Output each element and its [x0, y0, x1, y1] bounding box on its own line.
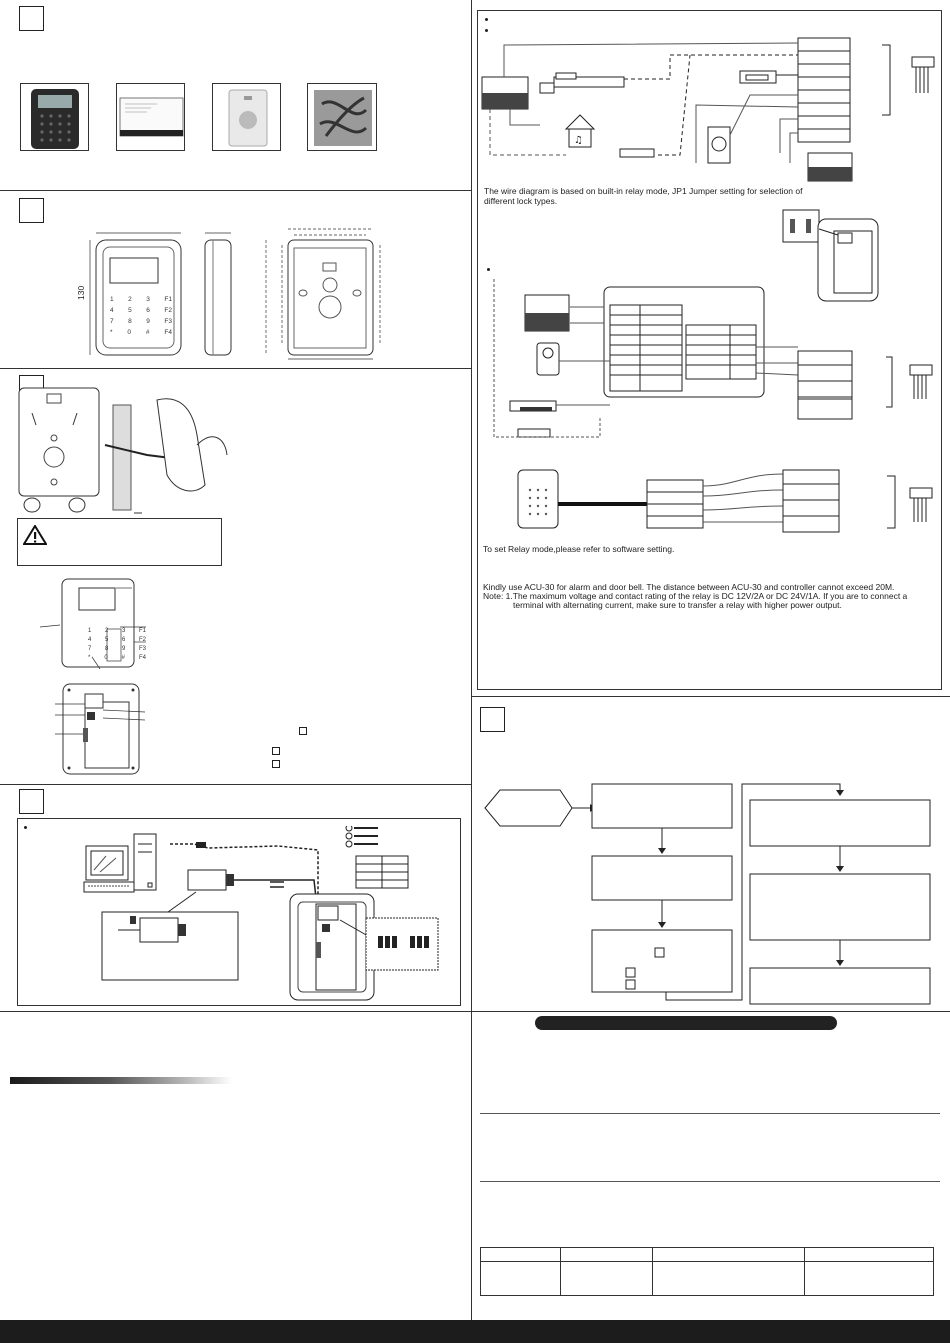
spec-table: [480, 1247, 934, 1296]
height-dimension-label: 130: [76, 285, 86, 300]
key: F4: [164, 329, 172, 336]
table-row: [481, 1248, 934, 1262]
table-row: [481, 1262, 934, 1296]
front-keypad: [110, 296, 172, 336]
checkbox-square: [272, 747, 280, 755]
key: 1: [110, 296, 114, 303]
key: F3: [164, 318, 172, 325]
key: 4: [110, 307, 114, 314]
divider-right-1: [471, 696, 950, 697]
svg-text:♫: ♫: [574, 135, 583, 146]
bullet: [485, 18, 488, 21]
callout-keypad: [88, 628, 146, 661]
warning-box: [17, 518, 222, 566]
step-box-4: [19, 789, 44, 814]
step-box-2: [19, 198, 44, 223]
footer-bar: [0, 1320, 950, 1343]
external-relay-diagram: [492, 277, 862, 442]
manual-image: [117, 84, 185, 151]
key: 6: [121, 637, 126, 643]
key: F4: [138, 655, 146, 661]
key: 9: [146, 318, 150, 325]
key: *: [110, 329, 113, 336]
installation-drawing: [17, 385, 232, 515]
key: 0: [127, 329, 132, 336]
rear-board-drawing: [55, 682, 145, 777]
key: *: [88, 655, 91, 661]
bullet: [24, 826, 27, 829]
dimension-drawing: [70, 225, 400, 360]
divider-left-3: [0, 784, 471, 785]
bracket-photo: [212, 83, 281, 151]
cable-bag-image: [308, 84, 377, 151]
key: 6: [146, 307, 150, 314]
manual-photo: [116, 83, 185, 151]
key: F3: [138, 646, 146, 652]
key: F2: [164, 307, 172, 314]
key: 5: [104, 637, 109, 643]
key: 9: [121, 646, 126, 652]
center-divider: [471, 0, 472, 1320]
relay-wiring-diagram: [480, 35, 940, 185]
connector-icon-2: [880, 355, 935, 410]
key: 2: [104, 628, 109, 634]
key: #: [145, 329, 150, 336]
key: 2: [128, 296, 132, 303]
divider-left-2: [0, 368, 471, 369]
key: F1: [164, 296, 172, 303]
keypad-relay-diagram: [515, 466, 935, 536]
setup-flowchart: [480, 782, 940, 1007]
key: 7: [88, 646, 92, 652]
pc-connection-drawing: [78, 826, 458, 1004]
step-box-5: [480, 707, 505, 732]
key: 7: [110, 318, 114, 325]
checkbox-square: [299, 727, 307, 735]
wire-diagram-note: The wire diagram is based on built-in relay mode, JP1 Jumper setting for selection of different lock types.: [484, 186, 803, 206]
key: 1: [88, 628, 92, 634]
key: 4: [88, 637, 92, 643]
cable-photo: [307, 83, 377, 151]
divider-bottom: [0, 1011, 950, 1012]
key: 3: [121, 628, 126, 634]
bullet: [487, 268, 490, 271]
mounting-bracket-image: [213, 84, 281, 151]
key: 0: [104, 655, 108, 661]
key: F2: [138, 637, 146, 643]
rule-1: [480, 1113, 940, 1114]
step-box-1: [19, 6, 44, 31]
key: 8: [128, 318, 132, 325]
keypad-device-image: [21, 84, 89, 151]
key: 3: [146, 296, 150, 303]
device-photo: [20, 83, 89, 151]
rule-2: [480, 1181, 940, 1182]
key: 5: [128, 307, 132, 314]
relay-rating-note: Note: 1.The maximum voltage and contact rating of the relay is DC 12V/2A or DC 24V/1A. If you are to connect a: [483, 591, 908, 601]
warning-icon: [23, 525, 47, 545]
relay-mode-note: To set Relay mode,please refer to software setting.: [483, 544, 675, 554]
acu30-note: Kindly use ACU-30 for alarm and door bell. The distance between ACU-30 and controller cannot exceed 20M.: [483, 582, 895, 592]
checkbox-square: [272, 760, 280, 768]
header-pill: [535, 1016, 837, 1030]
key: 8: [104, 646, 109, 652]
key: F1: [138, 628, 146, 634]
bullet: [485, 29, 488, 32]
divider-left-1: [0, 190, 471, 191]
relay-rating-note-cont: terminal with alternating current, make sure to transfer a relay with higher power output.: [513, 600, 842, 610]
gradient-bar: [10, 1077, 232, 1084]
key: #: [121, 655, 125, 661]
